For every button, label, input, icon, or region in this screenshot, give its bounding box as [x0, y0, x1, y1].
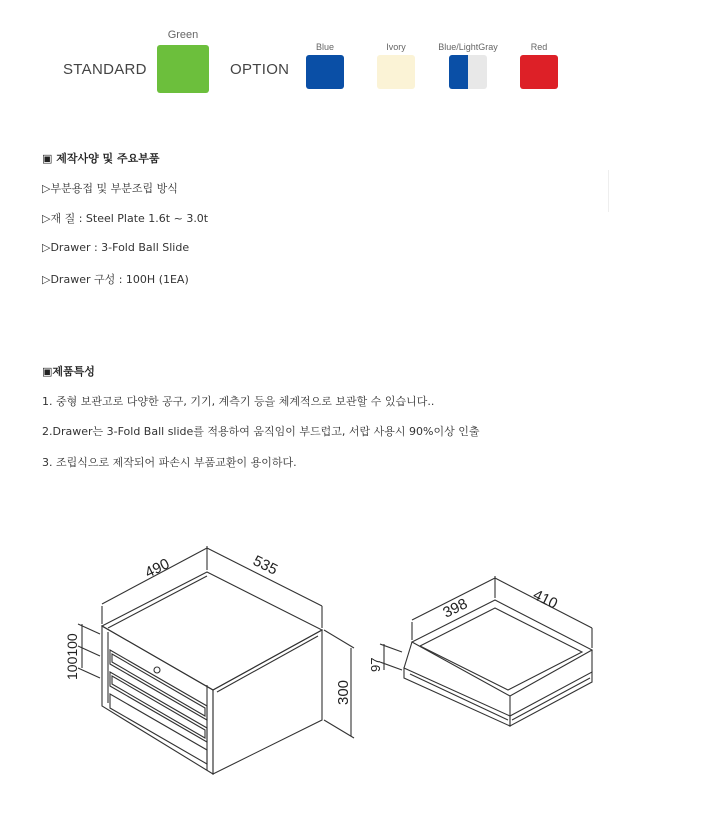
blue-lightgray-swatch — [449, 55, 487, 89]
cabinet-depth-dim: 490 — [142, 555, 173, 582]
feature-line: 3. 조립식으로 제작되어 파손시 부품교환이 용이하다. — [42, 456, 297, 469]
spec-line: ▷재 질 : Steel Plate 1.6t ~ 3.0t — [42, 212, 209, 225]
red-swatch — [520, 55, 558, 89]
ivory-swatch — [377, 55, 415, 89]
drawer-drawing — [380, 576, 592, 726]
feature-line: 2.Drawer는 3-Fold Ball slide를 적용하여 움직임이 부드럽고, 서랍 사용시 90%이상 인출 — [42, 425, 480, 438]
drawer-height-dim: 97 — [368, 657, 383, 672]
feature-line: 1. 중형 보관고로 다양한 공구, 기기, 계측기 등을 체계적으로 보관할 수 있습니다.. — [42, 395, 435, 408]
drawer-width-dim: 410 — [530, 586, 561, 613]
spec-line: ▷부분용접 및 부분조립 방식 — [42, 182, 178, 195]
cabinet-width-dim: 535 — [250, 552, 281, 579]
divider — [608, 170, 609, 212]
cabinet-drawing — [78, 546, 354, 774]
green-swatch — [157, 45, 209, 93]
green-swatch-label: Green — [167, 29, 199, 41]
spec-line: ▷Drawer 구성 : 100H (1EA) — [42, 273, 189, 286]
standard-label: STANDARD — [63, 61, 147, 78]
features-title: ▣제품특성 — [42, 365, 95, 378]
ivory-swatch-label: Ivory — [386, 42, 406, 52]
red-swatch-label: Red — [530, 42, 548, 52]
cabinet-drawer-dim: 100100 — [64, 633, 80, 680]
spec-title: ▣ 제작사양 및 주요부품 — [42, 152, 160, 165]
drawer-depth-dim: 398 — [440, 595, 471, 622]
blue-lightgray-swatch-label: Blue/LightGray — [438, 42, 498, 52]
technical-drawing — [0, 520, 709, 820]
blue-half — [449, 55, 468, 89]
cabinet-height-dim: 300 — [335, 679, 352, 705]
lightgray-half — [468, 55, 487, 89]
blue-swatch — [306, 55, 344, 89]
blue-swatch-label: Blue — [315, 42, 334, 52]
spec-line: ▷Drawer : 3-Fold Ball Slide — [42, 241, 190, 254]
option-label: OPTION — [230, 61, 290, 78]
